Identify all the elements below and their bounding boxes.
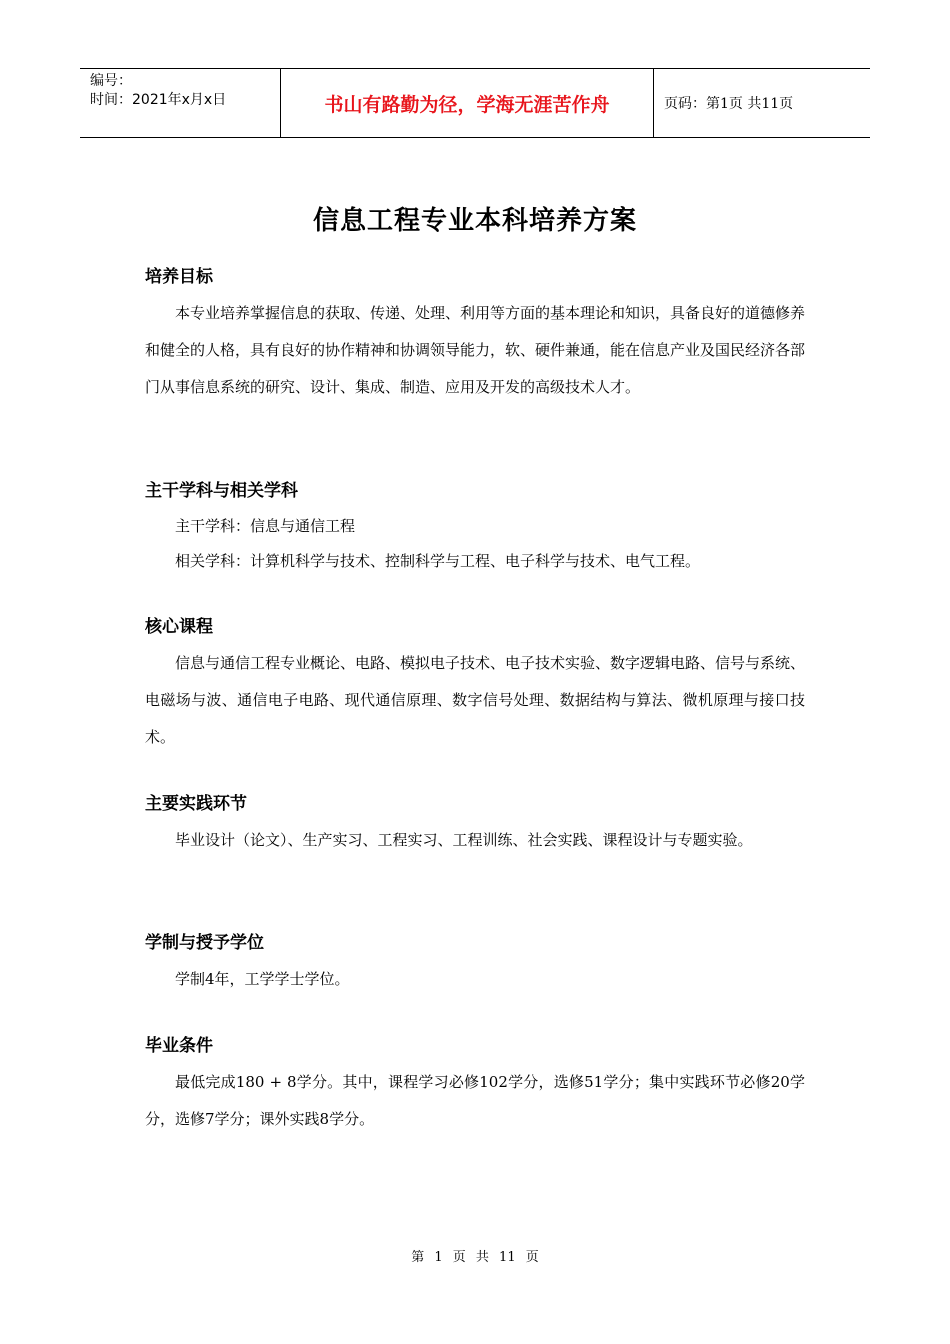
- document-time-label: 时间：2021年x月x日: [90, 92, 227, 108]
- header-page-info: 页码：第1页 共11页: [664, 96, 794, 112]
- section-paragraph: 相关学科：计算机科学与技术、控制科学与工程、电子科学与技术、电气工程。: [175, 552, 701, 570]
- section-graduation: [145, 1034, 805, 1138]
- section-heading: 主要实践环节: [145, 794, 247, 814]
- document-number-label: 编号：: [90, 73, 132, 89]
- page-footer: 第 1 页 共 11 页: [411, 1250, 539, 1265]
- section-practice: [145, 792, 805, 859]
- section-heading: 毕业条件: [145, 1036, 213, 1056]
- section-paragraph: 学制4年，工学学士学位。: [175, 970, 350, 988]
- header-table: [80, 68, 870, 138]
- section-heading: 主干学科与相关学科: [145, 481, 298, 501]
- section-disciplines: [145, 479, 805, 579]
- document-title: 信息工程专业本科培养方案: [312, 206, 637, 236]
- section-paragraph: 信息与通信工程专业概论、电路、模拟电子技术、电子技术实验、数字逻辑电路、信号与系统、电磁场与波、通信电子电路、现代通信原理、数字信号处理、数据结构与算法、微机原理与接口技术。: [145, 654, 806, 746]
- section-heading: 培养目标: [145, 267, 213, 287]
- section-training-goals: [145, 265, 805, 406]
- section-heading: 学制与授予学位: [145, 933, 264, 953]
- section-paragraph: 主干学科：信息与通信工程: [175, 517, 356, 535]
- section-paragraph: 最低完成180 + 8学分。其中，课程学习必修102学分，选修51学分；集中实践环节必修20学分，选修7学分；课外实践8学分。: [145, 1073, 805, 1128]
- section-paragraph: 毕业设计（论文）、生产实习、工程实习、工程训练、社会实践、课程设计与专题实验。: [175, 831, 753, 849]
- section-paragraph: 本专业培养掌握信息的获取、传递、处理、利用等方面的基本理论和知识，具备良好的道德修养和健全的人格，具有良好的协作精神和协调领导能力，软、硬件兼通，能在信息产业及国民经济各部门从事信息系统的研究、设计、集成、制造、应用及开发的高级技术人才。: [145, 304, 806, 396]
- header-motto: 书山有路勤为径，学海无涯苦作舟: [281, 69, 654, 137]
- section-degree: [145, 931, 805, 998]
- section-heading: 核心课程: [145, 617, 213, 637]
- header-meta-cell: [80, 69, 281, 137]
- section-core-courses: [145, 615, 805, 756]
